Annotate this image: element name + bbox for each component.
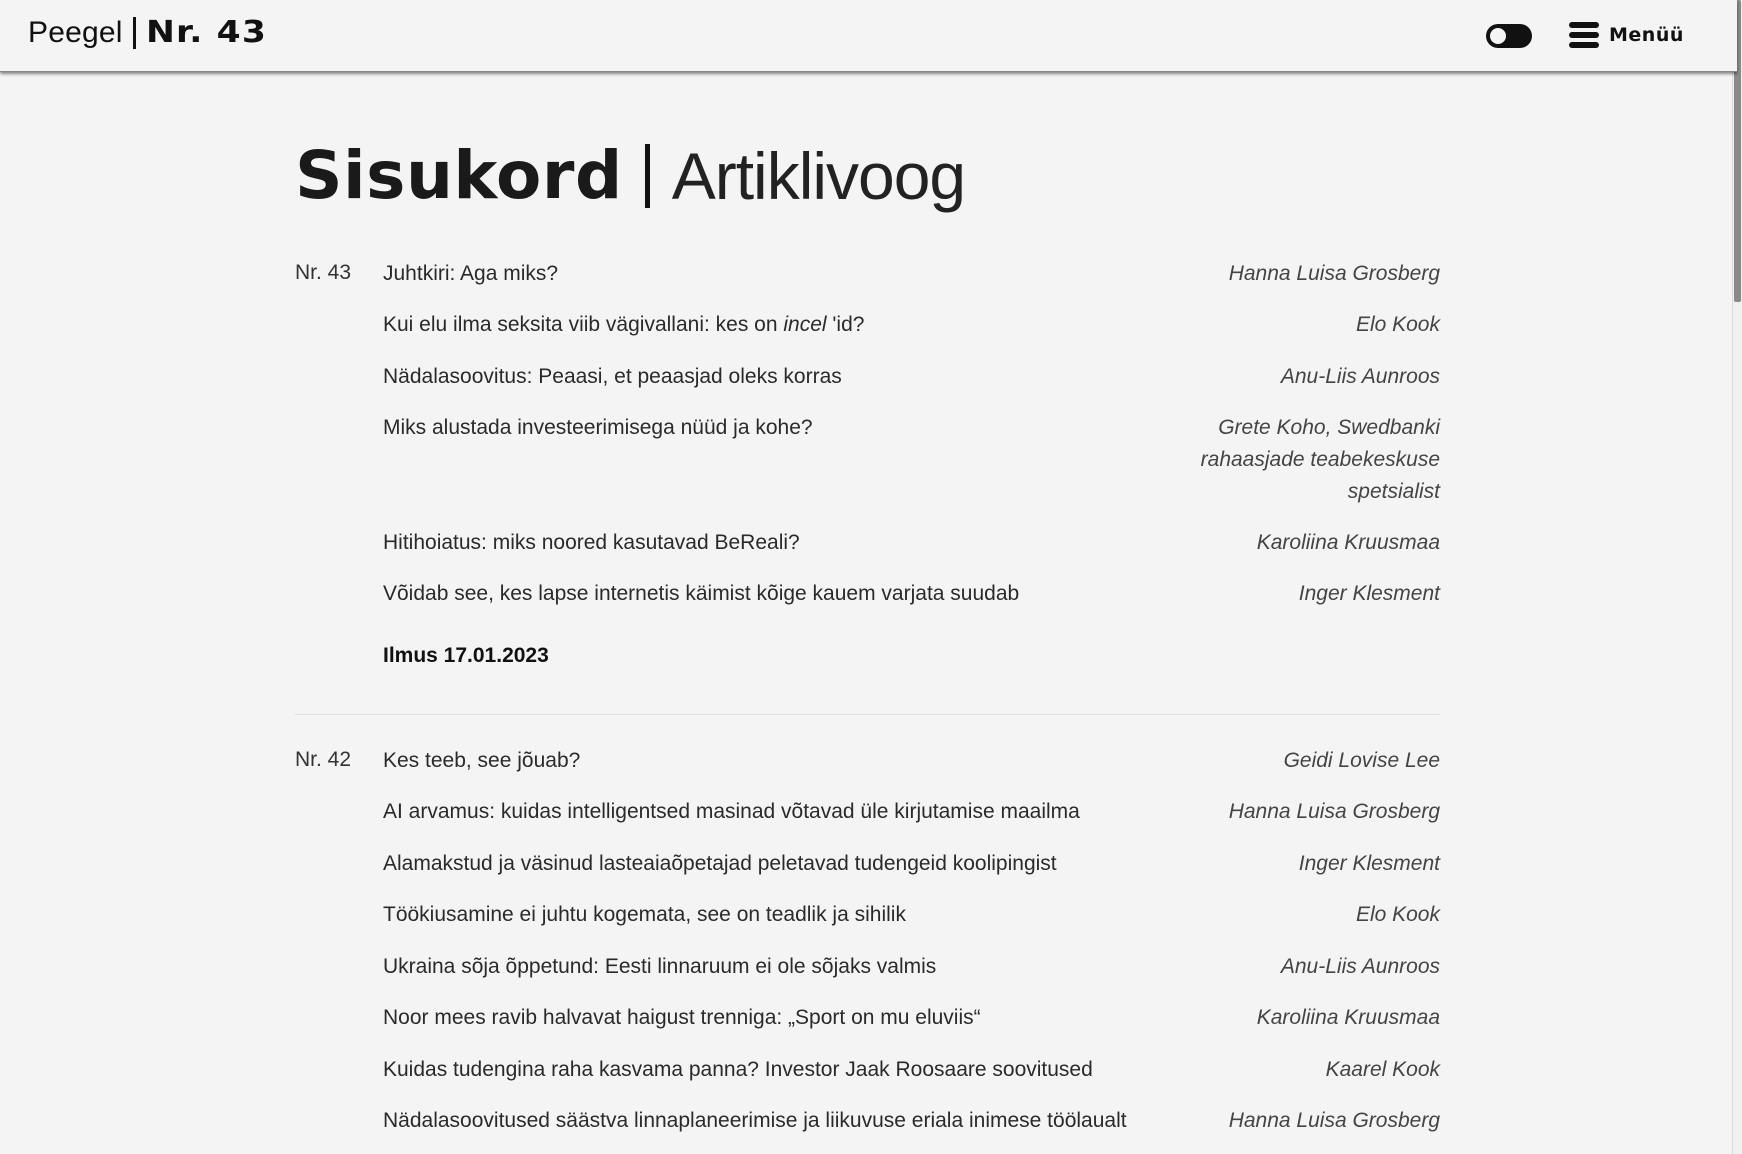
issue-section	[295, 258, 1440, 671]
article-author: Inger Klesment	[1298, 582, 1440, 605]
article-author: Anu-Liis Aunroos	[1280, 955, 1440, 978]
article-author: Hanna Luisa Grosberg	[1228, 262, 1440, 285]
main-content	[295, 71, 1440, 1145]
article-title[interactable]: Hitihoiatus: miks noored kasutavad BeReali?	[383, 531, 800, 554]
article-row[interactable]	[383, 899, 1440, 951]
article-title[interactable]: Miks alustada investeerimisega nüüd ja kohe?	[383, 416, 813, 439]
toggle-knob	[1490, 28, 1506, 44]
issue-number-label: Nr. 43	[295, 261, 352, 284]
article-title[interactable]: Kui elu ilma seksita viib vägivallani: kes on incel 'id?	[383, 313, 865, 336]
article-author: Elo Kook	[1355, 313, 1440, 336]
article-title[interactable]: Juhtkiri: Aga miks?	[383, 262, 559, 285]
site-logo-link[interactable]	[28, 15, 267, 50]
article-title-emphasis: incel	[783, 313, 827, 336]
article-author: Hanna Luisa Grosberg	[1228, 800, 1440, 823]
issue-number-label: Nr. 42	[295, 748, 352, 771]
brand-issue-number: Nr. 43	[145, 15, 267, 50]
article-author: Hanna Luisa Grosberg	[1228, 1109, 1440, 1132]
article-title[interactable]: Nädalasoovitused säästva linnaplaneerimise ja liikuvuse eriala inimese töölaualt	[383, 1109, 1127, 1132]
article-row[interactable]	[383, 527, 1440, 578]
menu-label: Menüü	[1609, 24, 1684, 46]
article-author: Inger Klesment	[1298, 852, 1440, 875]
article-author: Grete Koho, Swedbanki rahaasjade teabekeskuse spetsialist	[1200, 416, 1440, 503]
page-title-light[interactable]: Artiklivoog	[671, 139, 966, 213]
article-author: Geidi Lovise Lee	[1283, 749, 1440, 772]
page-title-bold: Sisukord	[295, 137, 623, 214]
article-row[interactable]	[383, 1002, 1440, 1054]
article-author: Anu-Liis Aunroos	[1280, 365, 1440, 388]
article-title[interactable]: Noor mees ravib halvavat haigust trenniga: „Sport on mu eluviis“	[383, 1006, 981, 1029]
article-title[interactable]: Alamakstud ja väsinud lasteaiaõpetajad peletavad tudengeid koolipingist	[383, 852, 1057, 875]
menu-button[interactable]	[1569, 22, 1684, 48]
theme-toggle-icon[interactable]	[1486, 24, 1532, 48]
article-row[interactable]	[383, 951, 1440, 1002]
article-row[interactable]	[383, 1105, 1440, 1145]
brand-name: Peegel	[28, 15, 123, 49]
article-row[interactable]	[383, 361, 1440, 412]
article-title[interactable]: Kuidas tudengina raha kasvama panna? Investor Jaak Roosaare soovitused	[383, 1058, 1093, 1081]
article-row[interactable]	[383, 578, 1440, 641]
published-date: Ilmus 17.01.2023	[383, 644, 549, 667]
article-title[interactable]: Nädalasoovitus: Peaasi, et peaasjad oleks korras	[383, 365, 842, 388]
article-row[interactable]	[383, 1054, 1440, 1105]
issue-divider	[295, 714, 1440, 715]
article-author: Kaarel Kook	[1325, 1058, 1440, 1081]
article-row[interactable]	[383, 309, 1440, 361]
article-title[interactable]: Ukraina sõja õppetund: Eesti linnaruum ei ole sõjaks valmis	[383, 955, 937, 978]
article-author: Karoliina Kruusmaa	[1256, 531, 1440, 554]
top-navigation-bar	[0, 0, 1737, 72]
article-title[interactable]: AI arvamus: kuidas intelligentsed masinad võtavad üle kirjutamise maailma	[383, 800, 1080, 823]
page-title	[295, 131, 1440, 221]
article-row[interactable]	[383, 796, 1440, 848]
article-row[interactable]	[383, 745, 1440, 796]
issue-section	[295, 745, 1440, 1145]
article-title[interactable]: Võidab see, kes lapse internetis käimist kõige kauem varjata suudab	[383, 582, 1020, 605]
page-scrollbar[interactable]	[1732, 0, 1742, 1154]
article-author: Elo Kook	[1355, 903, 1440, 926]
title-separator	[645, 144, 650, 208]
brand-separator	[133, 17, 136, 49]
article-row[interactable]	[383, 412, 1440, 527]
article-author: Karoliina Kruusmaa	[1256, 1006, 1440, 1029]
article-title[interactable]: Töökiusamine ei juhtu kogemata, see on teadlik ja sihilik	[383, 903, 906, 926]
hamburger-icon	[1569, 22, 1599, 48]
article-row[interactable]	[383, 848, 1440, 899]
article-title[interactable]: Kes teeb, see jõuab?	[383, 749, 581, 772]
article-row[interactable]	[383, 258, 1440, 309]
